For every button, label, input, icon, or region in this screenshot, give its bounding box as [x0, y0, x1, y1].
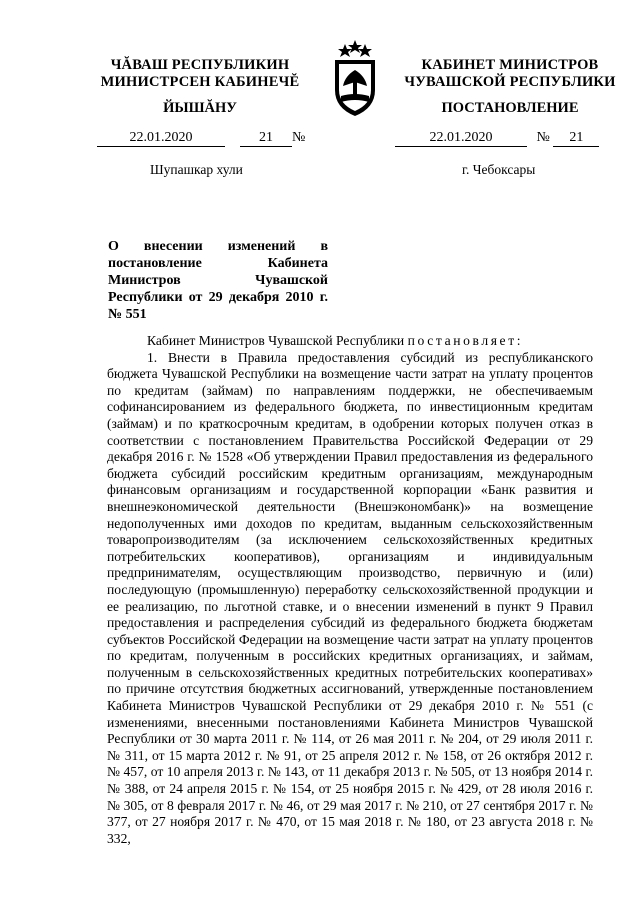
number-line-chuvash: [97, 130, 305, 148]
issuer-russian-header: [380, 57, 640, 91]
coat-of-arms-emblem-icon: [325, 40, 385, 120]
paragraph-1: 1. Внести в Правила предоставления субсидий из республиканского бюджета Чувашской Республики на возмещение части затрат на уплату процентов по кредитам (займам) по направлениям поддержки, не обеспечиваемым софинансированием из федерального бюджета, по инвестиционным кредитам (займам) и по краткосрочным кредитам, в одобрении которых получен отказ в соответствии с постановлением Правительства Российской Федерации от 29 декабря 2016 г. № 1528 «Об утверждении Правил предоставления из федерального бюджета субсидий российским кредитным организациям, международным финансовым организациям и государственной корпорации «Банк развития и внешнеэкономической деятельности (Внешэкономбанк)» на возмещение недополученных ими доходов по кредитам, выданным сельскохозяйственным товаропроизводителям (за исключением сельскохозяйственных кредитных потребительских кооперативов), организациям и индивидуальным предпринимателям, осуществляющим производство, первичную и (или) последующую (промышленную) переработку сельскохозяйственной продукции и ее реализацию, по льготной ставке, и о внесении изменений в пункт 9 Правил предоставления и распределения субсидий из федерального бюджета бюджетам субъектов Российской Федерации на возмещение части затрат на уплату процентов по кредитам, полученным в российских кредитных организациях, и займам, полученным в сельскохозяйственных кредитных потребительских кооперативах» по причине отсутствия бюджетных ассигнований, утвержденные постановлением Кабинета Министров Чувашской Республики от 29 декабря 2010 г. № 551 (с изменениями, внесенными постановлениями Кабинета Министров Чувашской Республики от 30 марта 2011 г. № 114, от 26 мая 2011 г. № 204, от 29 июля 2011 г. № 311, от 15 марта 2012 г. № 91, от 25 апреля 2012 г. № 158, от 26 октября 2012 г. № 457, от 10 апреля 2013 г. № 143, от 11 декабря 2013 г. № 505, от 13 ноября 2014 г. № 388, от 24 апреля 2015 г. № 154, от 25 ноября 2015 г. № 429, от 28 июля 2016 г. № 305, от 8 февраля 2017 г. № 46, от 29 мая 2017 г. № 210, от 27 сентября 2017 г. № 377, от 27 ноября 2017 г. № 470, от 15 мая 2018 г. № 180, от 23 августа 2018 г. № 332,: [107, 349, 593, 846]
intro-verb: постановляет:: [407, 333, 524, 348]
intro-paragraph: [107, 333, 593, 350]
number-field-russian: 21: [553, 130, 599, 147]
date-field-chuvash: 22.01.2020: [97, 130, 225, 147]
issuer-chuvash-line1: ЧĂВАШ РЕСПУБЛИКИН: [110, 57, 290, 73]
city-chuvash: Шупашкар хули: [150, 162, 243, 177]
number-line-russian: [395, 130, 599, 148]
issuer-russian-line1: КАБИНЕТ МИНИСТРОВ: [421, 57, 599, 73]
intro-prefix: Кабинет Министров Чувашской Республики: [147, 333, 405, 348]
issuer-chuvash-header: [70, 57, 330, 91]
number-field-chuvash: 21: [240, 130, 292, 147]
city-russian: г. Чебоксары: [462, 162, 536, 177]
number-sign-russian: №: [536, 130, 550, 145]
number-sign-chuvash: №: [292, 130, 306, 145]
document-body: [107, 333, 593, 847]
document-subject: О внесении изменений в постановление Кабинета Министров Чувашской Республики от 29 декабря 2010 г. № 551: [108, 239, 328, 322]
doctype-chuvash: ЙЫШĂНУ: [163, 100, 237, 116]
issuer-russian-line2: ЧУВАШСКОЙ РЕСПУБЛИКИ: [404, 74, 616, 90]
doctype-russian: ПОСТАНОВЛЕНИЕ: [441, 100, 579, 116]
issuer-chuvash-line2: МИНИСТРСЕН КАБИНЕЧĔ: [100, 74, 300, 90]
date-field-russian: 22.01.2020: [395, 130, 527, 147]
